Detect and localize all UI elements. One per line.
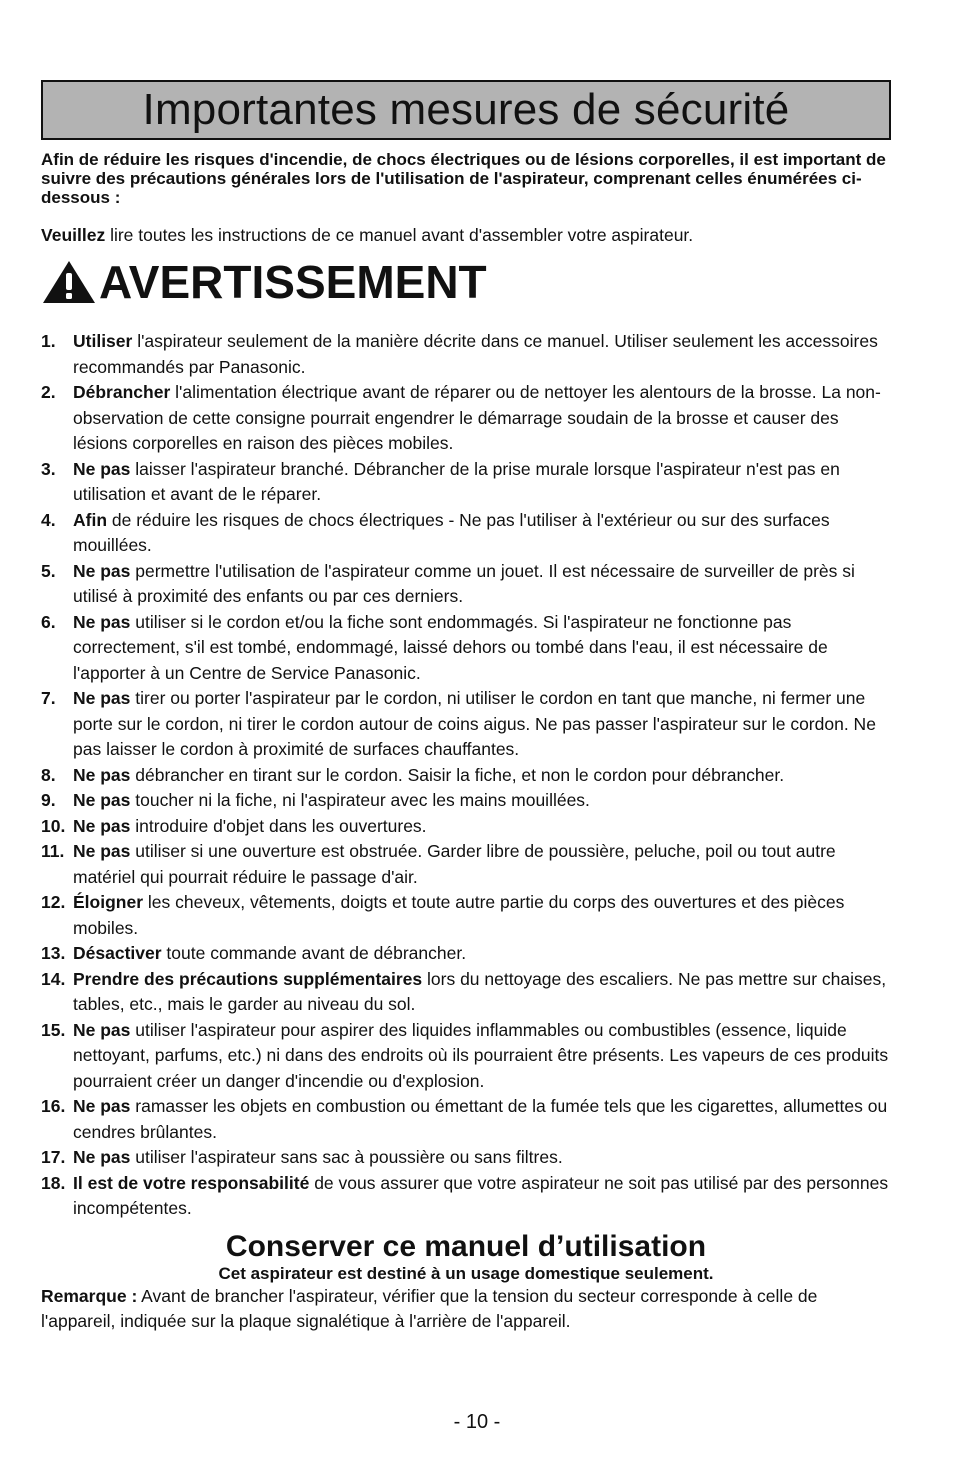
list-item — [41, 814, 891, 840]
item-number: 14. — [41, 968, 66, 989]
item-text — [73, 967, 891, 1018]
item-text — [73, 941, 466, 967]
item-bold: Ne pas — [73, 560, 131, 581]
item-number: 15. — [41, 1019, 66, 1040]
list-item — [41, 457, 891, 508]
item-bold: Prendre des précautions supplémentaires — [73, 968, 423, 989]
list-item — [41, 890, 891, 941]
item-body: permettre l'utilisation de l'aspirateur comme un jouet. Il est nécessaire de surveiller de près si utilisé à proximité des enfants ou par ces derniers. — [73, 560, 855, 606]
domestic-use-note: Cet aspirateur est destiné à un usage domestique seulement. — [218, 1263, 714, 1283]
item-body: ramasser les objets en combustion ou émettant de la fumée tels que les cigarettes, allumettes ou cendres brûlantes. — [73, 1096, 888, 1142]
item-bold: Ne pas — [73, 688, 131, 708]
list-item — [41, 380, 891, 457]
list-item — [41, 839, 891, 890]
item-number: 6. — [41, 611, 56, 632]
list-item — [41, 941, 891, 967]
item-text — [73, 559, 891, 610]
item-text — [73, 1018, 891, 1095]
warning-label: AVERTISSEMENT — [99, 256, 487, 308]
item-bold: Ne pas — [73, 458, 131, 479]
item-text — [73, 890, 891, 941]
remark-bold: Remarque : — [41, 1285, 138, 1306]
page-number: - 10 - — [453, 1411, 501, 1433]
item-number: 10. — [41, 815, 66, 836]
item-text — [73, 329, 891, 380]
item-number: 7. — [41, 688, 56, 708]
item-number: 2. — [41, 382, 56, 402]
item-bold: Ne pas — [73, 764, 131, 785]
item-bold: Désactiver — [73, 943, 162, 963]
item-text — [73, 508, 891, 559]
item-body: les cheveux, vêtements, doigts et toute autre partie du corps des ouvertures et des pièces mobiles. — [73, 892, 845, 938]
intro-paragraph: Afin de réduire les risques d'incendie, de chocs électriques ou de lésions corporelles, il est important de suivre des précautions générales lors de l'utilisation de l'aspirateur, comprenant celles énumérées ci-dessous : — [41, 150, 886, 207]
item-body: utiliser si une ouverture est obstruée. Garder libre de poussière, peluche, poil ou tout autre matériel qui pourrait réduire le passage d'air. — [73, 841, 836, 887]
item-number: 18. — [41, 1172, 66, 1193]
list-item — [41, 1171, 891, 1222]
item-text — [73, 814, 427, 840]
item-text — [73, 457, 891, 508]
safety-list — [41, 329, 891, 1222]
item-text — [73, 1094, 891, 1145]
item-bold: Ne pas — [73, 1019, 131, 1040]
item-body: de vous assurer que votre aspirateur ne soit pas utilisé par des personnes incompétentes. — [73, 1172, 889, 1218]
item-body: toute commande avant de débrancher. — [161, 943, 467, 963]
item-text — [73, 610, 891, 687]
item-bold: Ne pas — [73, 815, 131, 836]
item-bold: Ne pas — [73, 1147, 131, 1167]
remark-paragraph — [41, 1284, 891, 1335]
item-number: 13. — [41, 943, 66, 963]
item-body: de réduire les risques de chocs électriques - Ne pas l'utiliser à l'extérieur ou sur des surfaces mouillées. — [73, 509, 830, 555]
list-item — [41, 610, 891, 687]
read-instructions-text: lire toutes les instructions de ce manuel avant d'assembler votre aspirateur. — [105, 225, 694, 245]
list-item — [41, 967, 891, 1018]
item-body: l'aspirateur seulement de la manière décrite dans ce manuel. Utiliser seulement les accessoires recommandés par Panasonic. — [73, 331, 878, 377]
item-text — [73, 380, 891, 457]
item-body: l'alimentation électrique avant de réparer ou de nettoyer les alentours de la brosse. La non-observation de cette consigne pourrait engendrer le démarrage soudain de la brosse et causer des lésions corporelles en raison des pièces mobiles. — [73, 382, 881, 453]
item-bold: Ne pas — [73, 611, 131, 632]
item-bold: Afin — [73, 509, 108, 530]
item-number: 12. — [41, 892, 66, 912]
item-bold: Ne pas — [73, 790, 131, 810]
list-item — [41, 508, 891, 559]
item-number: 16. — [41, 1096, 66, 1116]
list-item — [41, 1145, 891, 1171]
item-body: laisser l'aspirateur branché. Débrancher de la prise murale lorsque l'aspirateur n'est pas en utilisation et avant de le réparer. — [73, 458, 840, 504]
item-body: introduire d'objet dans les ouvertures. — [130, 815, 427, 836]
item-bold: Éloigner — [73, 892, 144, 912]
warning-heading — [41, 257, 891, 307]
item-bold: Utiliser — [73, 331, 133, 351]
item-number: 5. — [41, 560, 56, 581]
item-number: 17. — [41, 1147, 66, 1167]
list-item — [41, 1094, 891, 1145]
item-text — [73, 1145, 563, 1171]
item-body: débrancher en tirant sur le cordon. Saisir la fiche, et non le cordon pour débrancher. — [130, 764, 785, 785]
title-banner — [41, 80, 891, 140]
item-bold: Il est de votre responsabilité — [73, 1172, 310, 1193]
read-instructions-bold: Veuillez — [41, 225, 106, 245]
list-item — [41, 1018, 891, 1095]
item-body: utiliser l'aspirateur sans sac à poussière ou sans filtres. — [130, 1147, 563, 1167]
item-number: 4. — [41, 509, 56, 530]
item-number: 11. — [41, 841, 65, 861]
item-bold: Débrancher — [73, 382, 171, 402]
item-body: toucher ni la fiche, ni l'aspirateur avec les mains mouillées. — [130, 790, 590, 810]
item-number: 9. — [41, 790, 56, 810]
item-text — [73, 1171, 891, 1222]
item-text — [73, 788, 590, 814]
list-item — [41, 559, 891, 610]
item-body: lors du nettoyage des escaliers. Ne pas mettre sur chaises, tables, etc., mais le garder au niveau du sol. — [73, 968, 887, 1014]
item-body: tirer ou porter l'aspirateur par le cordon, ni utiliser le cordon en tant que manche, ni fermer une porte sur le cordon, ni tirer le cordon autour de coins aigus. Ne pas passer l'aspirateur sur le cordon. Ne pas laisser le cordon à proximité de surfaces chauffantes. — [73, 688, 876, 759]
item-text — [73, 763, 784, 789]
item-text — [73, 686, 891, 763]
remark-text: Avant de brancher l'aspirateur, vérifier que la tension du secteur corresponde à celle de l'appareil, indiquée sur la plaque signalétique à l'arrière de l'appareil. — [41, 1285, 818, 1331]
item-body: utiliser l'aspirateur pour aspirer des liquides inflammables ou combustibles (essence, liquide nettoyant, parfums, etc.) ni dans des endroits où ils pourraient être présents. Les vapeurs de ces produits pourraient créer un danger d'incendie ou d'explosion. — [73, 1019, 889, 1091]
item-body: utiliser si le cordon et/ou la fiche sont endommagés. Si l'aspirateur ne fonctionne pas correctement, s'il est tombé, endommagé, laissé dehors ou tombé dans l'eau, il est nécessaire de l'apporter à un Centre de Service Panasonic. — [73, 611, 828, 683]
item-number: 1. — [41, 331, 56, 351]
list-item — [41, 763, 891, 789]
read-instructions-line — [41, 224, 891, 246]
page-title: Importantes mesures de sécurité — [142, 85, 790, 134]
list-item — [41, 686, 891, 763]
warning-triangle-icon — [41, 259, 97, 305]
item-bold: Ne pas — [73, 841, 131, 861]
item-bold: Ne pas — [73, 1096, 131, 1116]
list-item — [41, 329, 891, 380]
list-item — [41, 788, 891, 814]
item-number: 3. — [41, 458, 56, 479]
page-content — [41, 80, 891, 1335]
item-number: 8. — [41, 764, 56, 785]
conserve-heading: Conserver ce manuel d’utilisation — [225, 1229, 707, 1263]
item-text — [73, 839, 891, 890]
